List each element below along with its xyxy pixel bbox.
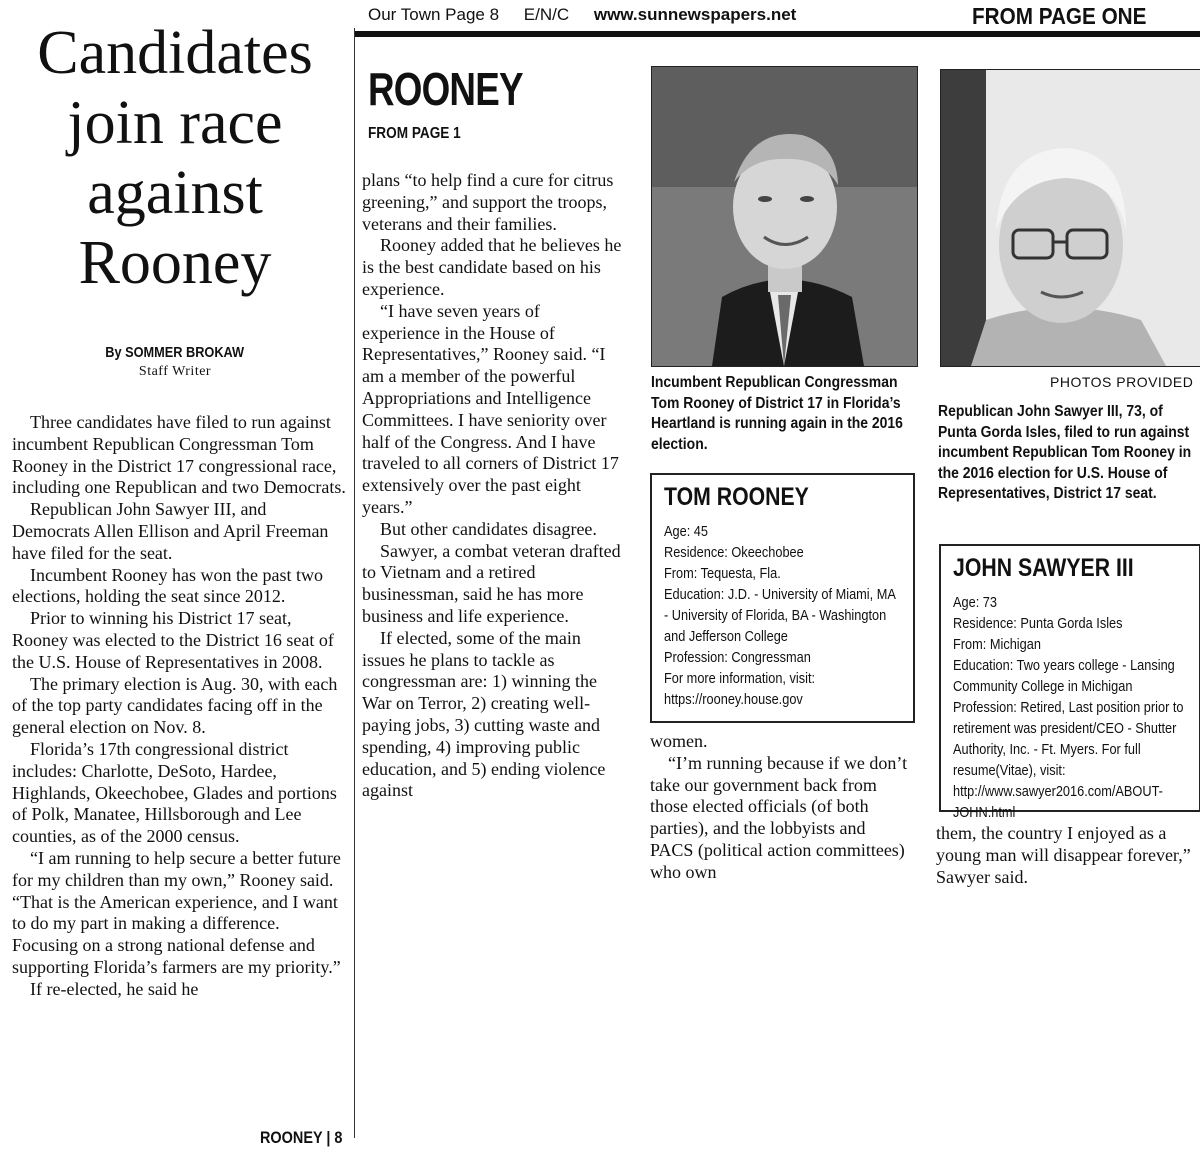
from-page-one-banner: FROM PAGE ONE bbox=[972, 3, 1147, 29]
column-divider bbox=[354, 28, 355, 1138]
sawyer-caption: Republican John Sawyer III, 73, of Punta Gorda Isles, filed to run against incumbent Republican Tom Rooney in the 2016 election for U.S. House of Representatives, District 17 seat. bbox=[938, 403, 1192, 502]
info-line: Age: 45 bbox=[664, 524, 708, 540]
sawyer-info-box bbox=[939, 544, 1200, 821]
paragraph: If re-elected, he said he bbox=[30, 978, 199, 999]
paragraph: Three candidates have filed to run against incumbent Republican Congressman Tom Rooney in the District 17 congressional race, including one Republican and two Democrats. bbox=[12, 412, 346, 498]
info-line: Education: Two years college - Lansing Community College in Michigan bbox=[953, 658, 1175, 695]
paragraph: Florida’s 17th congressional district includes: Charlotte, DeSoto, Hardee, Highlands, Okeechobee, Glades and portions of Polk, Manatee, Hillsborough and Lee counties, as of the 2000 census. bbox=[12, 738, 337, 847]
paragraph: If elected, some of the main issues he plans to tackle as congressman are: 1) winning the War on Terror, 2) creating well-paying jobs, 3) cutting waste and spending, 4) improving public education, and 5) ending violence against bbox=[362, 627, 606, 801]
rooney-info-box bbox=[650, 473, 915, 723]
info-line: Age: 73 bbox=[953, 595, 997, 611]
info-line: Profession: Congressman bbox=[664, 650, 811, 666]
paragraph: Incumbent Rooney has won the past two elections, holding the seat since 2012. bbox=[12, 564, 323, 607]
paragraph: The primary election is Aug. 30, with each of the top party candidates facing off in the general election on Nov. 8. bbox=[12, 673, 338, 738]
paragraph: “I am running to help secure a better future for my children than my own,” Rooney said. “That is the American experience, and I want to do my part in making a difference. Focusing on a strong national defense and supporting Florida’s farmers are my priority.” bbox=[12, 847, 341, 977]
sawyer-photo bbox=[940, 69, 1200, 367]
info-line: Education: J.D. - University of Miami, MA - University of Florida, BA - Washington and Jefferson College bbox=[664, 587, 896, 645]
sawyer-box-title: JOHN SAWYER III bbox=[953, 554, 1134, 582]
sawyer-portrait bbox=[941, 70, 1200, 366]
info-line: Residence: Punta Gorda Isles bbox=[953, 616, 1123, 632]
section-label: Our Town Page 8 bbox=[368, 5, 500, 24]
rooney-portrait bbox=[652, 67, 917, 366]
paragraph: them, the country I enjoyed as a young man will disappear forever,” Sawyer said. bbox=[936, 823, 1191, 887]
paragraph: Sawyer, a combat veteran drafted to Vietnam and a retired businessman, said he has more business and life experience. bbox=[362, 540, 621, 626]
photo-credit: PHOTOS PROVIDED bbox=[1050, 374, 1194, 390]
article-body-left bbox=[12, 412, 348, 1001]
paragraph: Rooney added that he believes he is the best candidate based on his experience. bbox=[362, 235, 622, 299]
info-line: From: Michigan bbox=[953, 637, 1041, 653]
paragraph: “I have seven years of experience in the House of Representatives,” Rooney said. “I am a member of the powerful Appropriations and Intelligence Committees. I have seniority over half of the Congress. And I have traveled to all corners of District 17 extensively over the past eight years.” bbox=[362, 300, 619, 517]
rooney-caption: Incumbent Republican Congressman Tom Rooney of District 17 in Florida’s Heartland is running again in the 2016 election. bbox=[651, 374, 903, 453]
paragraph: Prior to winning his District 17 seat, Rooney was elected to the District 16 seat of the U.S. House of Representatives in 2008. bbox=[12, 608, 334, 672]
info-line: Residence: Okeechobee bbox=[664, 545, 804, 561]
paragraph: “I’m running because if we don’t take our government back from those elected officials (of both parties), and the lobbyists and PACS (political action committees) who own bbox=[650, 752, 908, 882]
paragraph: plans “to help find a cure for citrus greening,” and support the troops, veterans and their families. bbox=[362, 170, 614, 234]
paragraph: Republican John Sawyer III, and Democrats Allen Ellison and April Freeman have filed for the seat. bbox=[12, 499, 329, 563]
article-body-col3 bbox=[936, 823, 1194, 888]
article-body-middle bbox=[362, 170, 622, 802]
page-header bbox=[368, 5, 816, 25]
article-body-col2 bbox=[650, 731, 910, 884]
jump-label: ROONEY | 8 bbox=[260, 1128, 343, 1147]
info-line: For more information, visit: https://rooney.house.gov bbox=[664, 671, 816, 708]
site-url: www.sunnewspapers.net bbox=[593, 5, 797, 24]
header-rule bbox=[355, 31, 1200, 37]
edition-label: E/N/C bbox=[523, 5, 570, 24]
info-line: Profession: Retired, Last position prior to retirement was president/CEO - Shutter Authority, Inc. - Ft. Myers. For full resume(Vitae), visit: http://www.sawyer2016.com/ABOUT-JOHN.html bbox=[953, 700, 1184, 821]
byline-role: Staff Writer bbox=[138, 364, 212, 379]
byline bbox=[0, 344, 350, 380]
paragraph: But other candidates disagree. bbox=[380, 518, 597, 539]
paragraph: women. bbox=[650, 731, 708, 751]
from-page-label: FROM PAGE 1 bbox=[368, 125, 461, 142]
headline: Candidates join race against Rooney bbox=[37, 19, 313, 297]
rooney-photo bbox=[651, 66, 918, 367]
rooney-box-title: TOM ROONEY bbox=[664, 483, 809, 511]
info-line: From: Tequesta, Fla. bbox=[664, 566, 781, 582]
byline-name: By SOMMER BROKAW bbox=[105, 344, 245, 361]
continuation-kicker: ROONEY bbox=[368, 63, 523, 115]
